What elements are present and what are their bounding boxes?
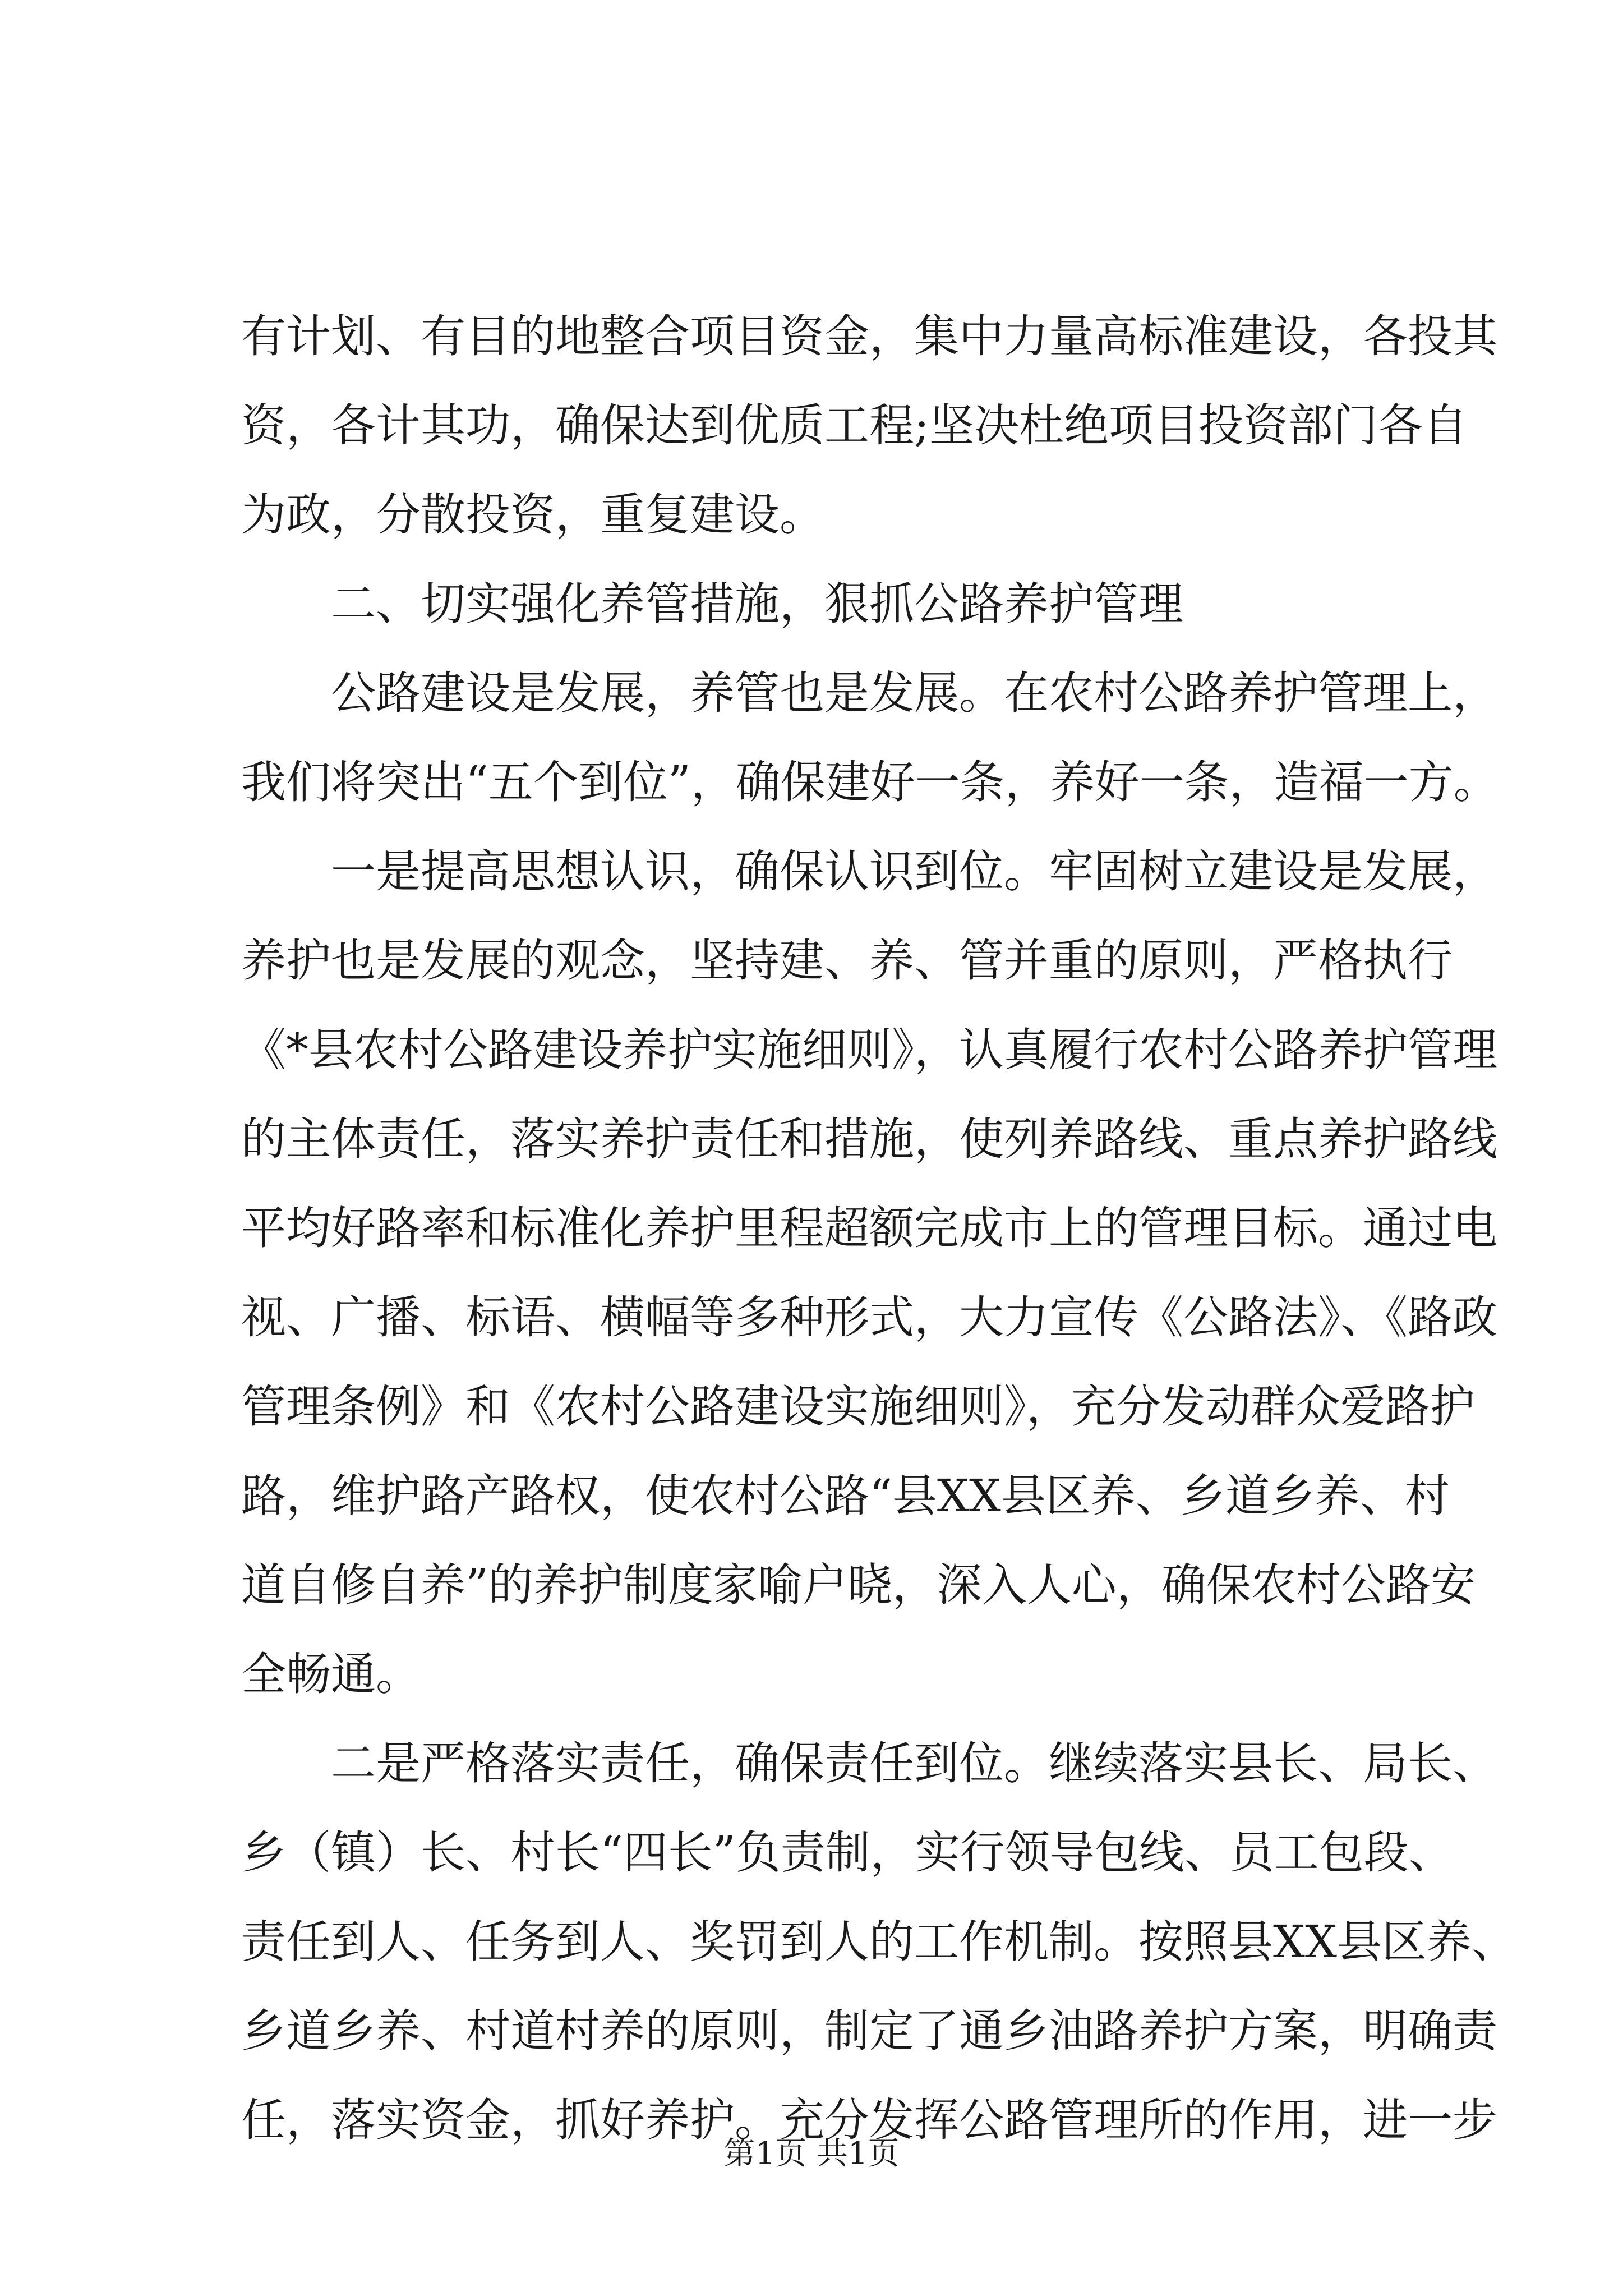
text-line: 任，落实资金，抓好养护。充分发挥公路管理所的作用，进一步 — [241, 2094, 1497, 2146]
text-line: 的主体责任，落实养护责任和措施，使列养路线、重点养护路线 — [241, 1113, 1497, 1165]
page-number-label: 第1页 共1页 — [723, 2136, 900, 2172]
section-heading: 二、切实强化养管措施，狠抓公路养护管理 — [331, 578, 1183, 630]
text-line: 道自修自养”的养护制度家喻户晓，深入人心，确保农村公路安 — [241, 1559, 1476, 1611]
text-line: 我们将突出“五个到位”，确保建好一条，养好一条，造福一方。 — [241, 756, 1498, 808]
text-line: 路，维护路产路权，使农村公路“县XX县区养、乡道乡养、村 — [241, 1470, 1450, 1522]
text-line: 管理条例》和《农村公路建设实施细则》，充分发动群众爱路护 — [241, 1381, 1475, 1433]
text-line: 资，各计其功，确保达到优质工程;坚决杜绝项目投资部门各自 — [241, 399, 1468, 452]
text-line: 平均好路率和标准化养护里程超额完成市上的管理目标。通过电 — [241, 1202, 1497, 1254]
document-body — [241, 292, 1516, 2165]
text-line: 全畅通。 — [241, 1648, 421, 1700]
text-line: 一是提高思想认识，确保认识到位。牢固树立建设是发展， — [331, 845, 1497, 898]
text-line: 乡（镇）长、村长“四长”负责制，实行领导包线、员工包段、 — [241, 1826, 1454, 1879]
text-line: 有计划、有目的地整合项目资金，集中力量高标准建设，各投其 — [241, 310, 1497, 362]
text-line: 养护也是发展的观念，坚持建、养、管并重的原则，严格执行 — [241, 935, 1453, 987]
text-line: 视、广播、标语、横幅等多种形式，大力宣传《公路法》、《路政 — [241, 1291, 1497, 1343]
text-line: 二是严格落实责任，确保责任到位。继续落实县长、局长、 — [331, 1737, 1497, 1789]
text-line: 责任到人、任务到人、奖罚到人的工作机制。按照县XX县区养、 — [241, 1916, 1516, 1968]
text-line: 《*县农村公路建设养护实施细则》，认真履行农村公路养护管理 — [241, 1024, 1497, 1076]
page-footer — [0, 2134, 1623, 2174]
text-line: 公路建设是发展，养管也是发展。在农村公路养护管理上， — [331, 667, 1497, 719]
text-line: 为政，分散投资，重复建设。 — [241, 489, 824, 541]
text-line: 乡道乡养、村道村养的原则，制定了通乡油路养护方案，明确责 — [241, 2005, 1497, 2057]
